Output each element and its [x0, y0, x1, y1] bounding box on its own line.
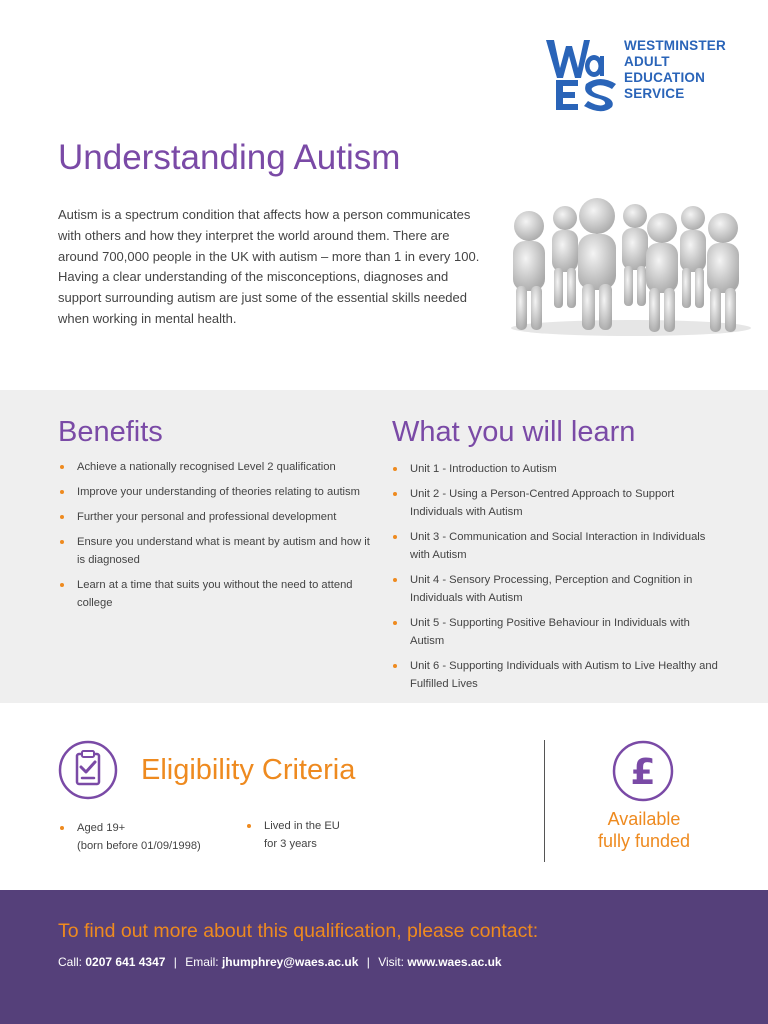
footer-heading: To find out more about this qualification, please contact:	[58, 920, 539, 942]
logo-line: WESTMINSTER	[624, 38, 726, 53]
criterion-line: Lived in the EU	[264, 820, 340, 832]
list-item: Unit 6 - Supporting Individuals with Autism to Live Healthy and Fulfilled Lives	[391, 657, 721, 693]
logo-line: SERVICE	[624, 86, 685, 101]
list-item: Unit 5 - Supporting Positive Behaviour in Individuals with Autism	[391, 614, 721, 650]
separator: |	[366, 955, 370, 969]
list-item	[245, 817, 385, 853]
website-link[interactable]: www.waes.ac.uk	[407, 955, 502, 969]
intro-paragraph: Autism is a spectrum condition that affects how a person communicates with others and how they interpret the world around them. There are around 700,000 people in the UK with autism – more than 1 in every 100. Having a clear understanding of the misconceptions, diagnoses and support surrounding autism are just some of the essential skills needed when working in mental health.	[58, 207, 480, 326]
email-label: Email:	[185, 955, 219, 969]
criterion-line: (born before 01/09/1998)	[77, 840, 201, 852]
checklist-icon	[58, 740, 118, 800]
logo-line: EDUCATION	[624, 70, 706, 85]
phone-number[interactable]: 0207 641 4347	[85, 955, 166, 969]
eligibility-criterion	[58, 819, 248, 855]
list-item: Unit 2 - Using a Person-Centred Approach to Support Individuals with Autism	[391, 485, 721, 521]
learn-heading: What you will learn	[392, 416, 636, 448]
list-item: Unit 3 - Communication and Social Interaction in Individuals with Autism	[391, 528, 721, 564]
list-item: Unit 4 - Sensory Processing, Perception and Cognition in Individuals with Autism	[391, 571, 721, 607]
criterion-line: for 3 years	[264, 838, 317, 850]
criterion-line: Aged 19+	[77, 822, 126, 834]
call-label: Call:	[58, 955, 83, 969]
funding-note	[574, 808, 714, 852]
waes-monogram-icon	[542, 34, 622, 112]
waes-logo	[542, 34, 726, 112]
funding-line: Available	[607, 809, 681, 829]
visit-label: Visit:	[378, 955, 404, 969]
page-title: Understanding Autism	[58, 138, 401, 177]
email-link[interactable]: jhumphrey@waes.ac.uk	[221, 955, 359, 969]
list-item: Unit 1 - Introduction to Autism	[391, 460, 721, 478]
logo-line: ADULT	[624, 54, 670, 69]
separator: |	[173, 955, 177, 969]
list-item	[58, 819, 248, 855]
list-item: Improve your understanding of theories relating to autism	[58, 483, 378, 501]
list-item: Achieve a nationally recognised Level 2 qualification	[58, 458, 378, 476]
pound-icon	[612, 740, 674, 802]
list-item: Further your personal and professional development	[58, 508, 378, 526]
benefits-list	[58, 458, 378, 619]
logo-wordmark	[624, 38, 726, 102]
benefits-heading: Benefits	[58, 416, 163, 448]
units-list	[391, 460, 721, 700]
eligibility-criterion	[245, 817, 385, 853]
eligibility-heading: Eligibility Criteria	[141, 754, 356, 786]
funding-line: fully funded	[597, 831, 691, 851]
contact-details	[58, 955, 502, 969]
list-item: Ensure you understand what is meant by autism and how it is diagnosed	[58, 533, 378, 569]
people-illustration	[507, 188, 755, 338]
list-item: Learn at a time that suits you without the need to attend college	[58, 576, 378, 612]
vertical-divider	[544, 740, 545, 862]
pound-symbol: £	[630, 752, 656, 793]
